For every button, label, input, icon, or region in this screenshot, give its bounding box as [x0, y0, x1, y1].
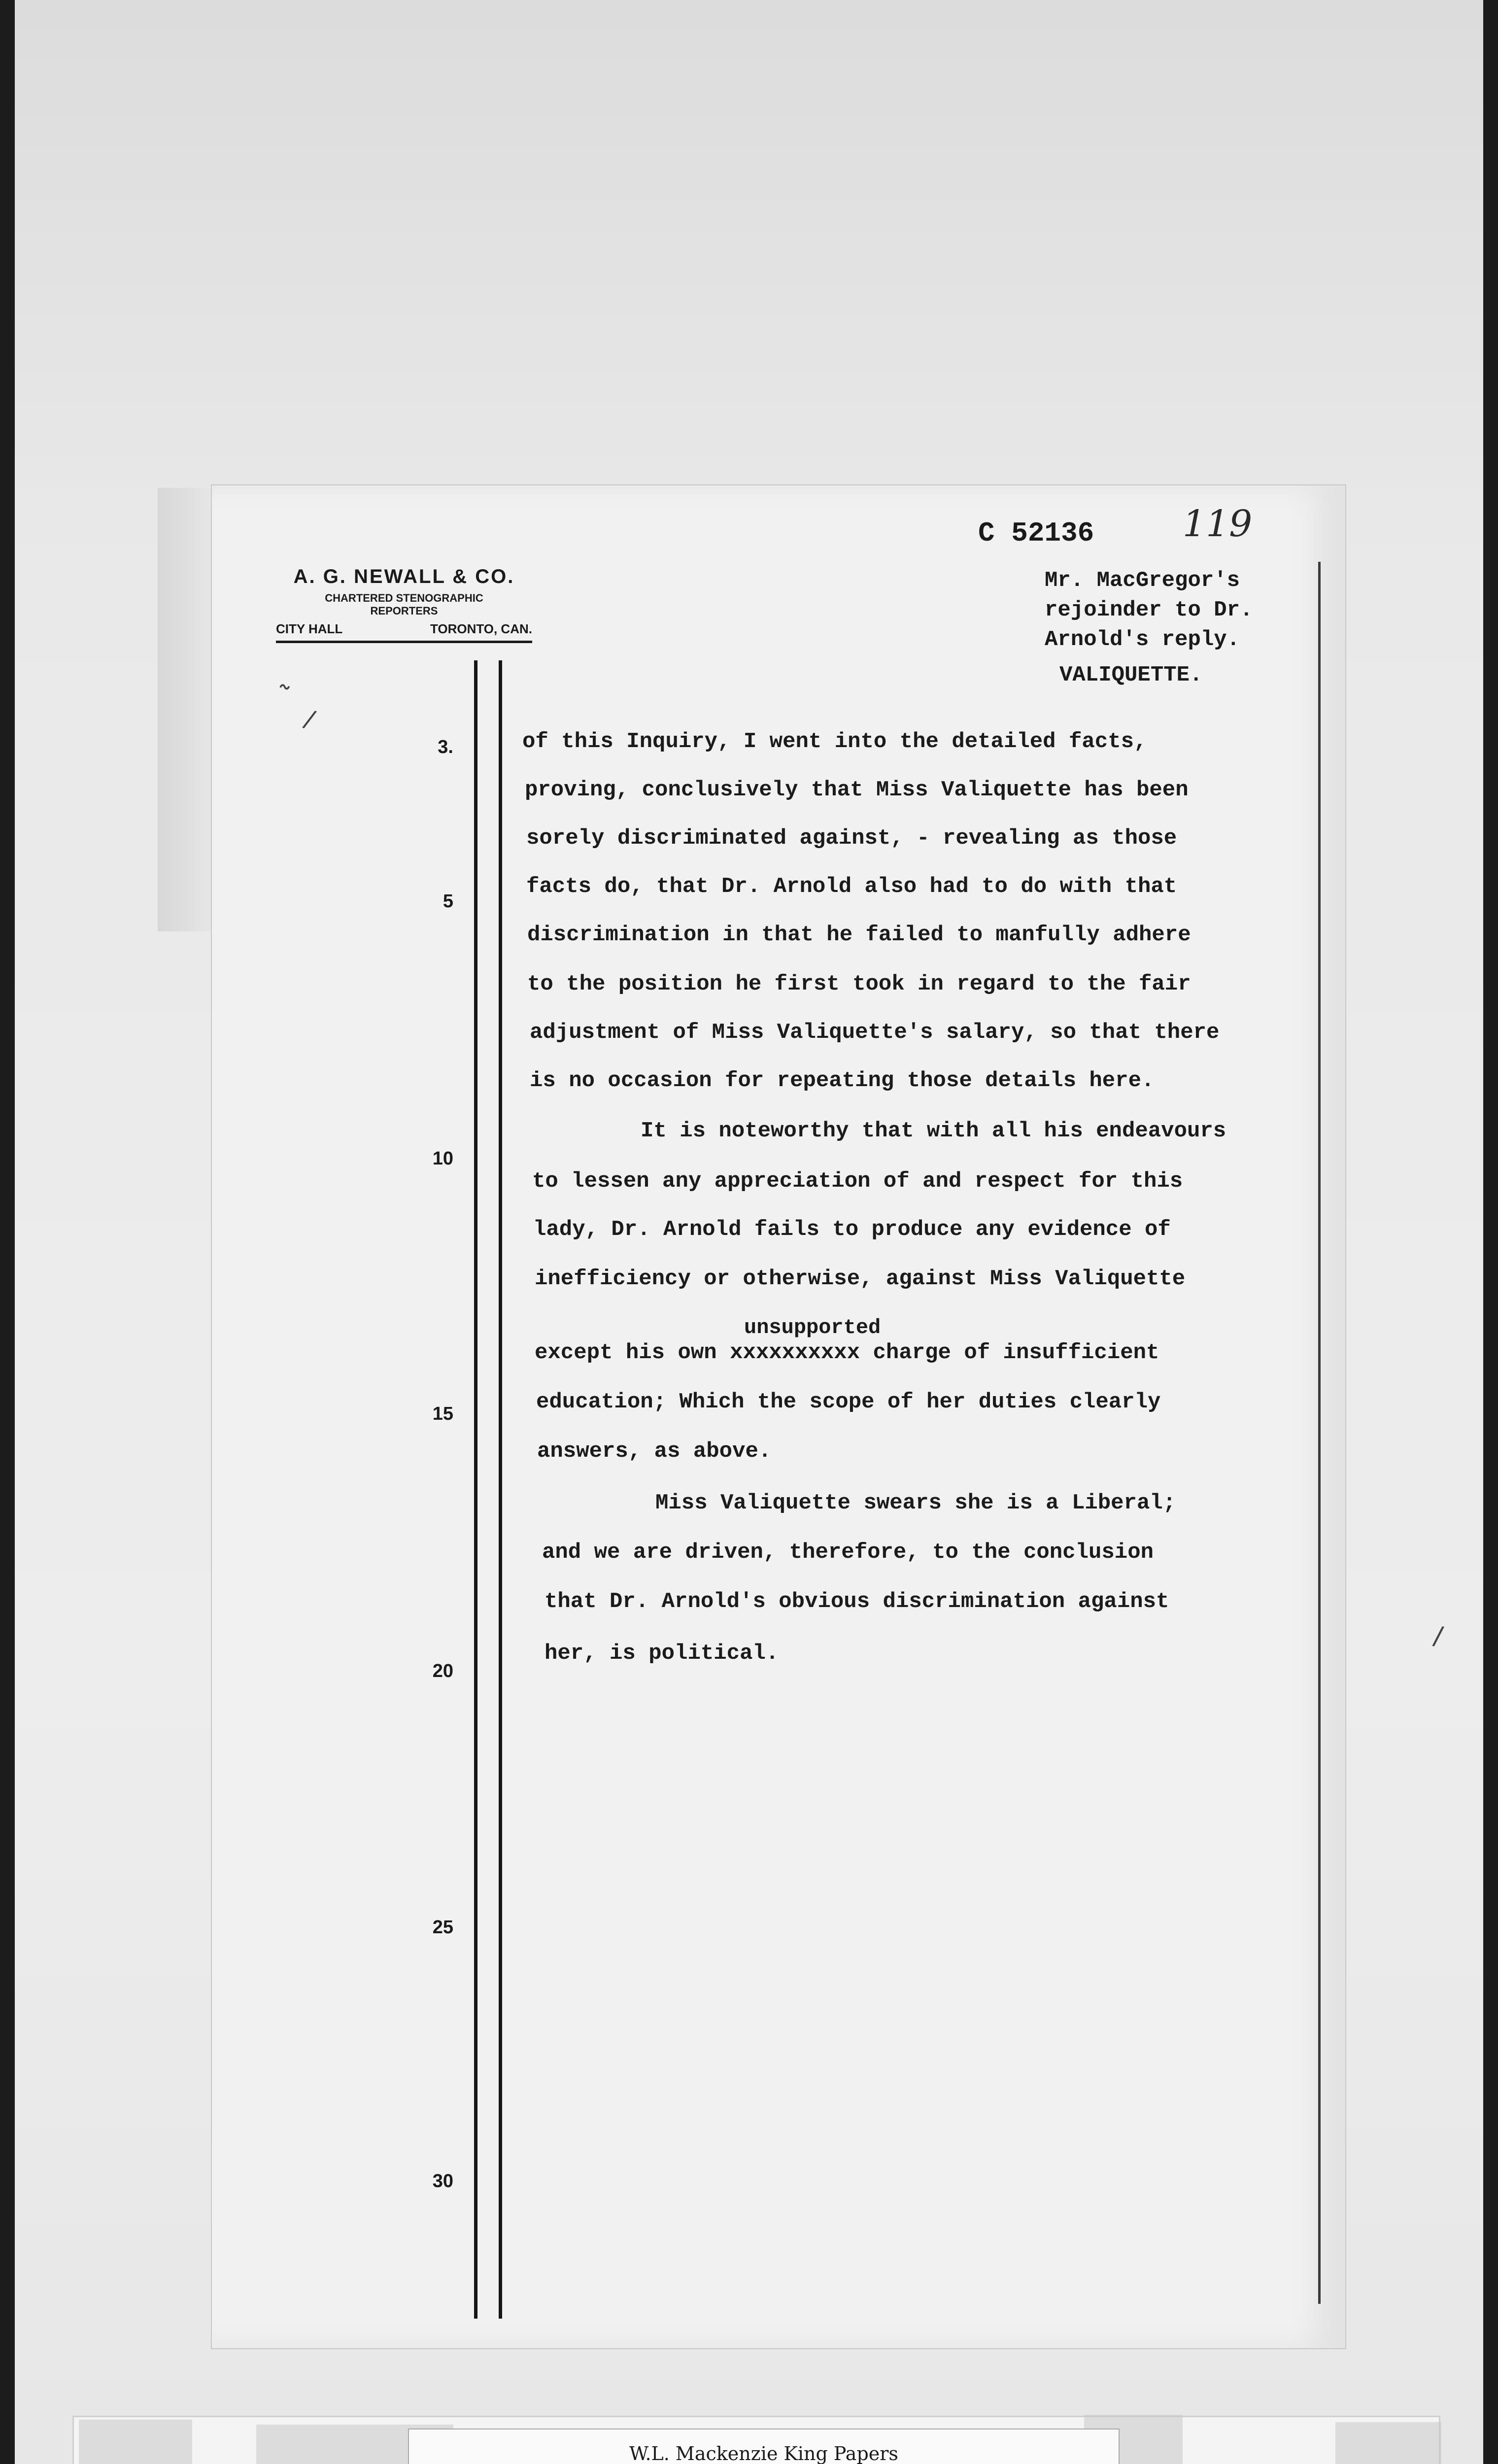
body-line: facts do, that Dr. Arnold also had to do with that [526, 874, 1177, 899]
heading-note-line: rejoinder to Dr. [1045, 598, 1253, 622]
stray-mark: / [1431, 1620, 1445, 1652]
address-left: CITY HALL [276, 621, 343, 636]
typed-page [212, 485, 1345, 2348]
margin-rule [474, 660, 477, 2319]
address-right: TORONTO, CAN. [430, 621, 532, 636]
tape-strip [1335, 2422, 1441, 2464]
collection-slip [409, 2430, 1119, 2464]
letterhead-address [276, 621, 532, 643]
letterhead [276, 566, 532, 643]
body-line: Miss Valiquette swears she is a Liberal; [655, 1491, 1176, 1515]
line-number: 25 [432, 1917, 453, 1938]
body-line: and we are driven, therefore, to the conclusion [542, 1540, 1154, 1565]
body-line: discrimination in that he failed to manfully adhere [527, 923, 1191, 947]
body-line: sorely discriminated against, - revealing as those [526, 826, 1177, 851]
line-number: 10 [432, 1148, 453, 1169]
body-line: of this Inquiry, I went into the detailed facts, [522, 729, 1147, 754]
line-number: 30 [432, 2171, 453, 2191]
letterhead-line: REPORTERS [370, 605, 438, 617]
body-line: to the position he first took in regard to the fair [527, 972, 1191, 996]
letterhead-firm: A. G. NEWALL & CO. [293, 566, 515, 587]
tape-strip [79, 2420, 192, 2464]
line-number: 20 [432, 1661, 453, 1681]
heading-note [1045, 566, 1321, 654]
stray-mark: / [301, 704, 319, 734]
body-line: except his own xxxxxxxxxx charge of insufficient [535, 1340, 1159, 1365]
letterhead-subtitle [276, 592, 532, 617]
handwritten-insertion: unsupported [744, 1316, 881, 1339]
line-number: 5 [443, 891, 453, 912]
heading-note-line: Arnold's reply. [1045, 627, 1240, 652]
body-line: education; Which the scope of her duties clearly [536, 1390, 1161, 1414]
body-line: answers, as above. [537, 1439, 772, 1464]
right-rule [1318, 562, 1321, 2304]
line-number: 3. [438, 737, 453, 757]
subject-heading: VALIQUETTE. [1059, 663, 1203, 687]
document-number: C 52136 [978, 517, 1094, 549]
body-line: is no occasion for repeating those details here. [530, 1068, 1155, 1093]
body-line: to lessen any appreciation of and respect for this [532, 1169, 1183, 1194]
body-line: inefficiency or otherwise, against Miss Valiquette [535, 1266, 1186, 1291]
heading-note-line: Mr. MacGregor's [1045, 568, 1240, 593]
collection-name: W.L. Mackenzie King Papers [629, 2443, 898, 2464]
body-line: proving, conclusively that Miss Valiquette has been [525, 778, 1189, 802]
line-number: 15 [432, 1403, 453, 1424]
body-line: adjustment of Miss Valiquette's salary, so that there [530, 1020, 1220, 1045]
body-line: It is noteworthy that with all his endeavours [641, 1119, 1226, 1143]
stray-mark: ˜ [268, 678, 294, 717]
margin-rule [499, 660, 502, 2319]
body-line: that Dr. Arnold's obvious discrimination against [545, 1589, 1169, 1614]
letterhead-line: CHARTERED STENOGRAPHIC [325, 592, 483, 604]
body-line: lady, Dr. Arnold fails to produce any evidence of [533, 1217, 1171, 1242]
body-line: her, is political. [545, 1641, 779, 1666]
handwritten-page-number: 119 [1183, 503, 1253, 545]
